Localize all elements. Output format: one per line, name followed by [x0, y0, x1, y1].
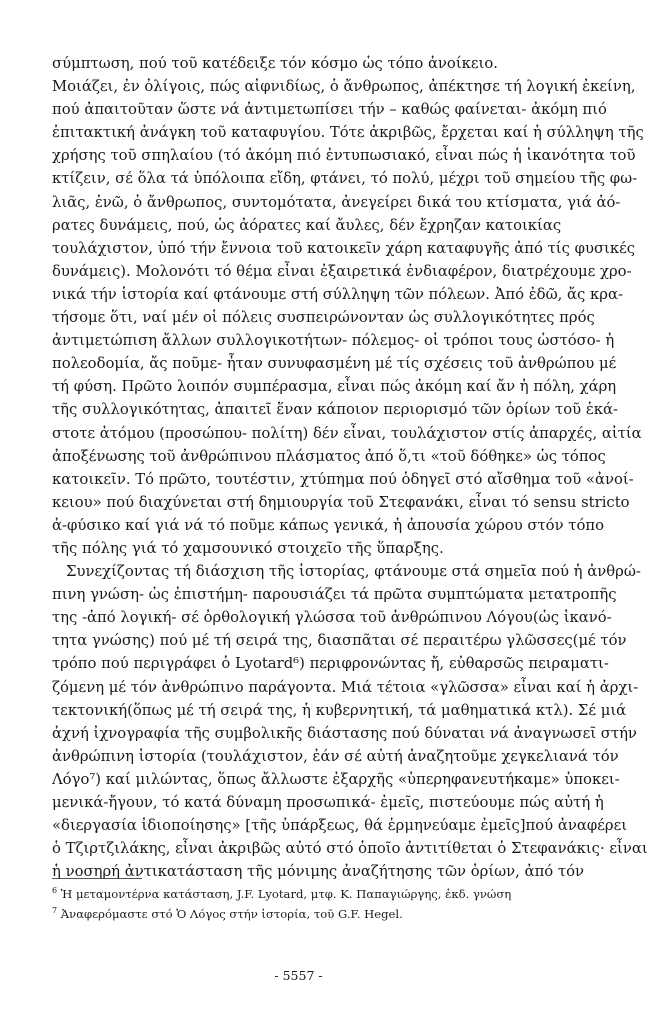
- footnote-divider: [52, 878, 142, 879]
- text-line: κειου» πού διαχύνεται στή δημιουργία τοῦ Στεφανάκι, εἶναι τό sensu stricto: [52, 493, 630, 511]
- text-line: ἐπιτακτική ἀνάγκη τοῦ καταφυγίου. Τότε ἀκριβῶς, ἔρχεται καί ἡ σύλληψη τῆς: [52, 124, 644, 142]
- body-text: [52, 52, 648, 883]
- text-line: κατοικεῖν. Τό πρῶτο, τουτέστιν, χτύπημα πού ὁδηγεῖ στό αἴσθημα τοῦ «ἀνοί-: [52, 470, 634, 488]
- text-line: ἡ νοσηρή ἀντικατάσταση τῆς μόνιμης ἀναζήτησης τῶν ὁρίων, ἀπό τόν: [52, 863, 585, 881]
- text-line: πινη γνώση- ὡς ἐπιστήμη- παρουσιάζει τά πρῶτα συμπτώματα μετατροπῆς: [52, 586, 617, 604]
- text-line: τητα γνώσης) πού μέ τή σειρά της, διασπᾶται σέ περαιτέρω γλῶσσες(μέ τόν: [52, 632, 627, 650]
- text-line: τουλάχιστον, ὑπό τήν ἔννοια τοῦ κατοικεῖν χάρη καταφυγῆς ἀπό τίς φυσικές: [52, 239, 636, 257]
- page-number: - 5557 -: [274, 968, 323, 983]
- text-line: πολεοδομία, ἄς ποῦμε- ἦταν συνυφασμένη μέ τίς σχέσεις τοῦ ἀνθρώπου μέ: [52, 355, 617, 373]
- text-line: ρατες δυνάμεις, πού, ὡς ἀόρατες καί ἄυλες, δέν ἔχρηζαν κατοικίας: [52, 216, 562, 234]
- text-line: «διεργασία ἰδιοποίησης» [τῆς ὑπάρξεως, θά ἑρμηνεύαμε ἐμεῖς]πού ἀναφέρει: [52, 817, 628, 835]
- text-line: τρόπο πού περιγράφει ὁ Lyotard⁶) περιφρονώντας ἤ, εὐθαρσῶς πειραματι-: [52, 655, 609, 673]
- text-line: πού ἀπαιτοῦταν ὥστε νά ἀντιμετωπίσει τήν – καθώς φαίνεται- ἀκόμη πιό: [52, 101, 607, 119]
- footnote-text: Ἀναφερόμαστε στό Ὁ Λόγος στήν ἱστορία, τοῦ G.F. Hegel.: [60, 907, 403, 921]
- footnote-number: 6: [52, 886, 58, 896]
- text-line: Συνεχίζοντας τή διάσχιση τῆς ἱστορίας, φτάνουμε στά σημεῖα πού ἡ ἀνθρώ-: [66, 563, 641, 581]
- text-line: στοτε ἀτόμου (προσώπου- πολίτη) δέν εἶναι, τουλάχιστον στίς ἀπαρχές, αἰτία: [52, 424, 642, 442]
- text-line: τή φύση. Πρῶτο λοιπόν συμπέρασμα, εἶναι πώς ἀκόμη καί ἄν ἡ πόλη, χάρη: [52, 378, 617, 396]
- text-line: τῆς συλλογικότητας, ἀπαιτεῖ ἕναν κάποιον περιορισμό τῶν ὁρίων τοῦ ἑκά-: [52, 401, 619, 419]
- text-line: τεκτονική(ὅπως μέ τή σειρά της, ἡ κυβερνητική, τά μαθηματικά κτλ). Σέ μιά: [52, 701, 627, 719]
- text-line: χρήσης τοῦ σπηλαίου (τό ἀκόμη πιό ἐντυπωσιακό, εἶναι πώς ἡ ἱκανότητα τοῦ: [52, 147, 636, 165]
- footnote-text: Ἡ μεταμοντέρνα κατάσταση, J.F. Lyotard, μτφ. Κ. Παπαγιώργης, ἐκδ. γνώση: [60, 887, 512, 901]
- text-line: Λόγο⁷) καί μιλώντας, ὅπως ἄλλωστε ἐξαρχῆς «ὑπερηφανευτήκαμε» ὑποκει-: [52, 770, 620, 788]
- text-line: Μοιάζει, ἐν ὀλίγοις, πώς αἰφνιδίως, ὁ ἄνθρωπος, ἀπέκτησε τή λογική ἐκείνη,: [52, 78, 636, 96]
- text-line: ἀντιμετώπιση ἄλλων συλλογικοτήτων- πόλεμος- οἱ τρόποι τους ὡστόσο- ἡ: [52, 332, 615, 350]
- text-line: της -ἀπό λογική- σέ ὀρθολογική γλώσσα τοῦ ἀνθρώπινου Λόγου(ὡς ἱκανό-: [52, 609, 612, 627]
- text-line: μενικά-ἤγουν, τό κατά δύναμη προσωπικά- ἐμεῖς, πιστεύουμε πώς αὐτή ἡ: [52, 794, 604, 811]
- text-line: σύμπτωση, πού τοῦ κατέδειξε τόν κόσμο ὡς τόπο ἀνοίκειο.: [52, 55, 498, 72]
- text-line: ἀχνή ἰχνογραφία τῆς συμβολικῆς διάστασης πού δύναται νά ἀναγνωσεῖ στήν: [52, 724, 637, 742]
- footnote: [52, 884, 555, 904]
- footnotes: [52, 884, 555, 924]
- text-line: ὁ Τζιρτζιλάκης, εἶναι ἀκριβῶς αὐτό στό ὁποῖο ἀντιτίθεται ὁ Στεφανάκις· εἶναι: [52, 840, 648, 858]
- text-line: λιᾶς, ἐνῶ, ὁ ἄνθρωπος, συντομότατα, ἀνεγείρει δικά του κτίσματα, γιά ἀό-: [52, 193, 621, 211]
- text-line: τήσομε ὅτι, ναί μέν οἱ πόλεις συσπειρώνονταν ὡς συλλογικότητες πρός: [52, 309, 595, 327]
- footnote-number: 7: [52, 906, 58, 916]
- text-line: τῆς πόλης γιά τό χαμσουνικό στοιχεῖο τῆς ὕπαρξης.: [52, 539, 444, 557]
- text-line: νικά τήν ἱστορία καί φτάνουμε στή σύλληψη τῶν πόλεων. Ἀπό ἐδῶ, ἄς κρα-: [52, 285, 623, 303]
- footnote: [52, 904, 555, 924]
- text-line: ἀνθρώπινη ἱστορία (τουλάχιστον, ἐάν σέ αὐτή ἀναζητοῦμε χεγκελιανά τόν: [52, 747, 619, 765]
- text-line: ἀποξένωσης τοῦ ἀνθρώπινου πλάσματος ἀπό ὅ,τι «τοῦ δόθηκε» ὡς τόπος: [52, 447, 606, 465]
- text-line: ἀ-φύσικο καί γιά νά τό ποῦμε κάπως γενικά, ἡ ἀπουσία χώρου στόν τόπο: [52, 516, 605, 534]
- text-line: κτίζειν, σέ ὅλα τά ὑπόλοιπα εἴδη, φτάνει, τό πολύ, μέχρι τοῦ σημείου τῆς φω-: [52, 170, 638, 188]
- text-line: δυνάμεις). Μολονότι τό θέμα εἶναι ἐξαιρετικά ἐνδιαφέρον, διατρέχουμε χρο-: [52, 262, 632, 280]
- text-line: ζόμενη μέ τόν ἀνθρώπινο παράγοντα. Μιά τέτοια «γλῶσσα» εἶναι καί ἡ ἀρχι-: [52, 678, 639, 696]
